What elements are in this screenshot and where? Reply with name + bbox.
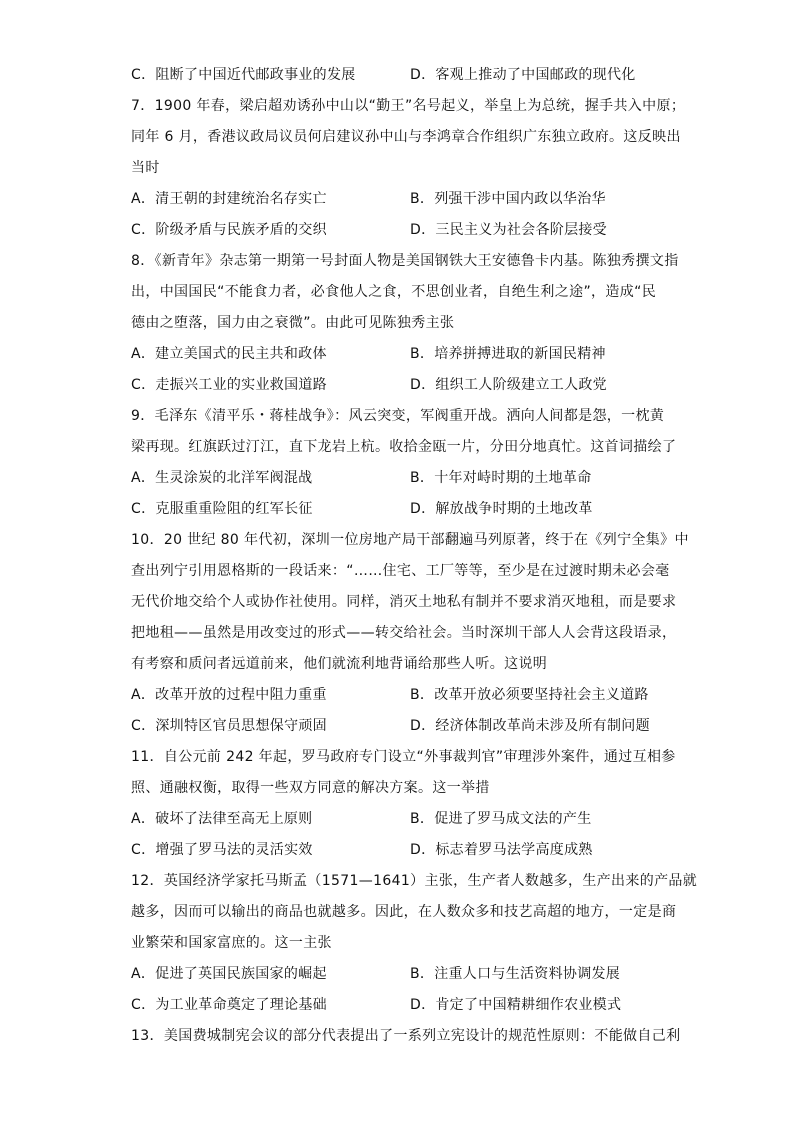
question-10: [131, 525, 689, 742]
option-row: [131, 680, 671, 711]
option-row: [131, 370, 671, 401]
question-stem-line: 7．1900 年春，梁启超劝诱孙中山以“勤王”名号起义，举皇上为总统，握手共入中原；: [131, 98, 686, 114]
question-stem-line: 11．自公元前 242 年起，罗马政府专门设立“外事裁判官”审理涉外案件，通过互相参: [131, 749, 676, 765]
question-13-stem-line: 13．美国费城制宪会议的部分代表提出了一系列立宪设计的规范性原则：不能做自己利: [131, 1028, 681, 1044]
option-a: A．建立美国式的民主共和政体: [131, 346, 327, 362]
option-c: C．阻断了中国近代邮政事业的发展: [131, 67, 356, 83]
option-d: D．解放战争时期的土地改革: [410, 501, 593, 517]
option-row: [131, 463, 671, 494]
question-stem-line: 业繁荣和国家富庶的。这一主张: [131, 935, 332, 951]
option-b: B．改革开放必须要坚持社会主义道路: [410, 687, 649, 703]
option-b: B．促进了罗马成文法的产生: [410, 811, 592, 827]
option-a: A．改革开放的过程中阻力重重: [131, 687, 327, 703]
option-d: D．标志着罗马法学高度成熟: [410, 842, 593, 858]
question-7: [131, 91, 686, 246]
question-8: [131, 246, 679, 401]
option-c: C．为工业革命奠定了理论基础: [131, 997, 327, 1013]
question-stem-line: 把地租——虽然是用改变过的形式——转交给社会。当时深圳干部人人会背这段语录，: [131, 625, 677, 641]
question-stem-line: 出，中国国民“不能食力者，必食他人之食，不思创业者，自绝生利之途”，造成“民: [131, 284, 657, 300]
option-row: [131, 804, 671, 835]
exam-page: [131, 60, 698, 1052]
question-12: [131, 866, 698, 1021]
option-row: [131, 711, 671, 742]
option-a: A．清王朝的封建统治名存实亡: [131, 191, 327, 207]
question-stem-line: 越多，因而可以输出的商品也就越多。因此，在人数众多和技艺高超的地方，一定是商: [131, 904, 677, 920]
option-d: D．经济体制改革尚未涉及所有制问题: [410, 718, 650, 734]
option-a: A．破坏了法律至高无上原则: [131, 811, 313, 827]
question-stem-line: 有考察和质问者远道前来，他们就流利地背诵给那些人听。这说明: [131, 656, 548, 672]
option-c: C．克服重重险阻的红军长征: [131, 501, 313, 517]
option-c: C．增强了罗马法的灵活实效: [131, 842, 313, 858]
question-stem-line: 12．英国经济学家托马斯孟（1571—1641）主张，生产者人数越多，生产出来的产品就: [131, 873, 698, 889]
option-a: A．生灵涂炭的北洋军阀混战: [131, 470, 313, 486]
option-d: D．三民主义为社会各阶层接受: [410, 222, 607, 238]
option-c: C．阶级矛盾与民族矛盾的交织: [131, 222, 327, 238]
question-stem-line: 8．《新青年》杂志第一期第一号封面人物是美国钢铁大王安德鲁卡内基。陈独秀撰文指: [131, 253, 679, 269]
option-row: [131, 184, 671, 215]
question-stem-line: 10．20 世纪 80 年代初，深圳一位房地产局干部翻遍马列原著，终于在《列宁全集》中: [131, 532, 689, 548]
question-stem-line: 照、通融权衡，取得一些双方同意的解决方案。这一举措: [131, 780, 490, 796]
option-d: D．客观上推动了中国邮政的现代化: [410, 67, 636, 83]
option-row: [131, 494, 671, 525]
option-c: C．深圳特区官员思想保守顽固: [131, 718, 327, 734]
question-stem-line: 9．毛泽东《清平乐・蒋桂战争》：风云突变，军阀重开战。洒向人间都是怨，一枕黄: [131, 408, 665, 424]
question-stem-line: 当时: [131, 160, 160, 176]
question-9: [131, 401, 677, 525]
option-b: B．十年对峙时期的土地革命: [410, 470, 592, 486]
option-a: A．促进了英国民族国家的崛起: [131, 966, 327, 982]
option-d: D．组织工人阶级建立工人政党: [410, 377, 607, 393]
question-stem-line: 同年 6 月，香港议政局议员何启建议孙中山与李鸿章合作组织广东独立政府。这反映出: [131, 129, 681, 145]
option-row: [131, 215, 671, 246]
lead-option-row: [131, 60, 671, 91]
option-row: [131, 339, 671, 370]
option-row: [131, 990, 671, 1021]
option-b: B．列强干涉中国内政以华治华: [410, 191, 606, 207]
option-b: B．注重人口与生活资料协调发展: [410, 966, 621, 982]
question-stem-line: 德由之堕落，国力由之衰微”。由此可见陈独秀主张: [131, 315, 455, 331]
option-row: [131, 835, 671, 866]
option-c: C．走振兴工业的实业救国道路: [131, 377, 327, 393]
option-d: D．肯定了中国精耕细作农业模式: [410, 997, 622, 1013]
question-11: [131, 742, 676, 866]
question-stem-line: 梁再现。红旗跃过汀江，直下龙岩上杭。收拾金瓯一片，分田分地真忙。这首词描绘了: [131, 439, 677, 455]
option-row: [131, 959, 671, 990]
option-b: B．培养拼搏进取的新国民精神: [410, 346, 606, 362]
question-stem-line: 查出列宁引用恩格斯的一段话来：“……住宅、工厂等等，至少是在过渡时期未必会毫: [131, 563, 670, 579]
question-stem-line: 无代价地交给个人或协作社使用。同样，消灭土地私有制并不要求消灭地租，而是要求: [131, 594, 677, 610]
